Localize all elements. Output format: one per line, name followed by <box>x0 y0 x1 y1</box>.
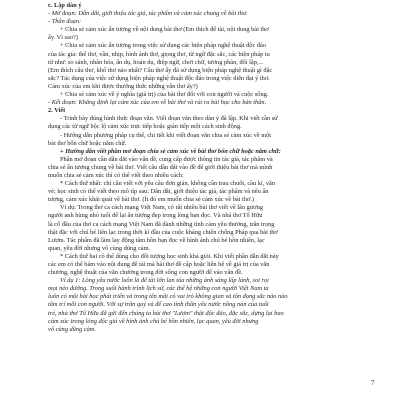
text-line: các em có thể bám vào nội dung để tài mà bài thơ đề cập hoặc liên hệ về giá trị của văn <box>48 261 270 268</box>
text-line: chương, nghệ thuật của văn chương trong đời sống con người để vào vấn đề. <box>48 269 243 277</box>
text-line: + Chia sẻ cảm xúc ấn tượng trong việc sử dụng các biện pháp nghệ thuật độc đáo <box>60 42 267 50</box>
text-line: - Thân đoạn: <box>48 18 82 26</box>
text-line: Cảm xúc của em khi được thưởng thức những vẫn thơ ấy?) <box>48 82 198 90</box>
text-line: + Chia sẻ cảm xúc về ý nghĩa (giá trị) của bài thơ đối với con người và cuộc sống. <box>60 91 269 99</box>
example-line: tâm trí mỗi con người. Với sự trân quý và để cao tình thần yêu nước nồng nàn của tuổi <box>48 301 269 309</box>
text-line: ấy. Vì sao?) <box>48 34 78 42</box>
document-body <box>48 2 374 334</box>
text-line: sắc? Tác dụng của việc sử dụng biện pháp nghệ thuật độc đáo trong việc diễn đạt ý thơ. <box>48 74 270 82</box>
example-line: Ví dụ 1: Lòng yêu nước luôn là để tài lớn lan tỏa những ảnh sáng lấp lánh, soi rọi <box>60 277 269 285</box>
text-line: Lượm. Tác phẩm đã làm lay động tâm hồn bạn đọc về hình ảnh chú bé hồn nhiên, lạc <box>48 236 265 244</box>
example-line: vô cùng dũng cảm. <box>48 325 96 333</box>
example-line: mọi nẻo đường. Trong suốt hành trình lịch sử, các thế hệ những con người Việt Nam ta <box>48 285 269 293</box>
text-line: * Cách thứ hai có thể dùng cho đối tượng học sinh khá giỏi. Khi viết phần dẫn dắt này <box>60 252 279 260</box>
text-line: + Chia sẻ cảm xúc ấn tượng về nội dung bài thơ (Em thích để tài, nội dung bài thơ <box>60 26 269 34</box>
example-line: luôn có một bài học phát triển và trong tên mãi có vai trò không gian và tôn đọng sắc nảo nào <box>48 293 288 301</box>
text-line: từ như: so sánh, nhân hóa, ẩn dụ, hoán dụ, điệp ngữ, chơi chữ, tương phản, đối lập,... <box>48 58 264 66</box>
example-line: cảm xúc trong lòng độc giả về hình ảnh chú bé hồn nhiên, lạc quan, yêu đời nhưng <box>48 317 259 325</box>
text-line: * Cách thứ nhất: chỉ cần viết với yêu cầu đơn giản, không cần trau chuốt, cầu kì, văn <box>60 180 276 188</box>
text-line: người anh hùng nhỏ tuổi để lại ấn tượng đẹp trong lòng bạn đọc. Và nhà thơ Tố Hữu <box>48 212 263 220</box>
text-line: Ví dụ: Trong thơ ca cách mạng Việt Nam, có rất nhiều bài thơ viết về lãn gương <box>60 204 263 212</box>
example-line: trẻ, nhà thơ Tố Hữu đã gửi đến chúng ta bài thơ "Lượm" thật độc đáo, đặc sắc, dựng lại bao <box>48 309 284 317</box>
text-line: - Hướng dẫn phương pháp cụ thể, chi tiết khi viết đoạn văn chia sẻ cảm xúc về một <box>60 131 272 139</box>
text-line: - Kết đoạn: Khẳng định lại cảm xúc của em về bài thơ và rút ra bài học cho bản thân. <box>48 99 267 107</box>
section-heading-outline: c. Lập dàn ý <box>48 2 82 9</box>
text-line: Phần mở đoạn cần dẫn dắt vào vấn đề, cung cấp được thông tin tác giả, tác phẩm và <box>60 155 273 163</box>
text-line: của tác giả: thể thơ, vần, nhịp, hình ảnh thơ, giọng thơ, từ ngữ đặc sắc, các biện pháp tu <box>48 50 270 58</box>
text-line: thật đặc với chú bé liên lạc trong thời kì đầu của cuộc kháng chiến chống Pháp qua bài thơ <box>48 228 278 236</box>
text-line: (Em thích câu thơ, khổ thơ nào nhất? Câu thơ ấy đã sử dụng biện pháp nghệ thuật gì đặc <box>48 66 273 74</box>
text-line: vẻ; học sinh có thể viết theo mô típ sau: Dẫn dắt, giới thiệu tác giả, tác phẩm và nêu ấn <box>48 188 269 196</box>
text-line: là cố đầu của thơ ca cách mạng Việt Nam đã dành những tình cảm yêu thương, trân trọng <box>48 220 275 228</box>
text-line: bài thơ bốn chữ hoặc năm chữ. <box>48 139 127 147</box>
text-line: - Trình bày đúng hình thức đoạn văn. Viết đoạn văn theo dàn ý đã lập. Khi viết cần sử <box>60 115 278 123</box>
text-line: dụng các từ ngữ bộc lộ cảm xúc trực tiếp hoặc gián tiếp một cách sinh động. <box>48 123 242 131</box>
text-line: tượng, cảm xúc khái quát về bài thơ. (Ít đó em muốn chia sẻ cảm xúc về bài thơ.) <box>48 196 255 204</box>
text-line: quan, yêu đời nhưng vô cùng dũng cảm. <box>48 244 151 252</box>
subheading-line: + Hướng dẫn viết phần mở đoạn chia sẻ cảm xúc về bài thơ bốn chữ hoặc năm chữ: <box>60 147 281 155</box>
text-line: - Mở đoạn: Dẫn dắt, giới thiệu tác giả, tác phẩm và cảm xúc chung về bài thơ. <box>48 10 248 18</box>
text-line: chia sẻ ấn tượng chung về bài thơ. Viết câu dẫn dắt vào đề để giới thiệu bài thơ mà mình <box>48 163 273 171</box>
page-number: 7 <box>371 379 375 387</box>
text-line: muốn chia sẻ cảm xúc thì có thể viết theo nhiều cách: <box>48 171 184 179</box>
section-heading-write: 2. Viết <box>48 107 66 115</box>
